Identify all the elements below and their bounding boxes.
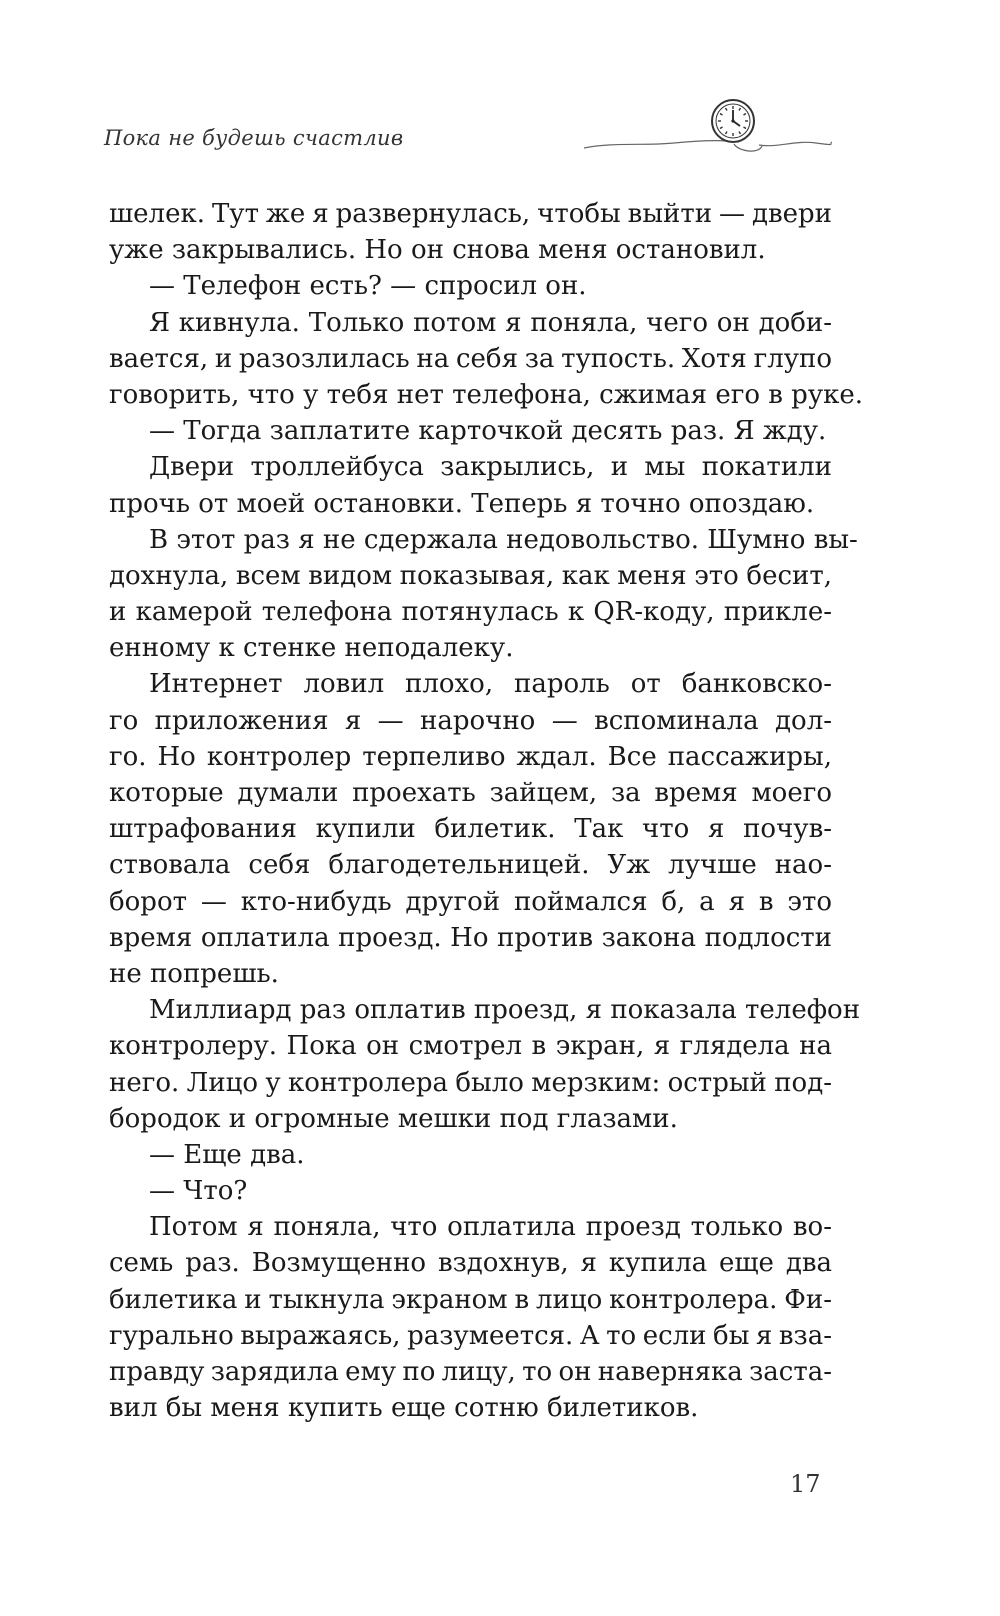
running-title: Пока не будешь счастлив bbox=[104, 126, 404, 150]
text-line: В этот раз я не сдержала недовольство. Шумно вы- bbox=[149, 524, 858, 555]
text-line: не попрешь. bbox=[109, 958, 279, 989]
chapter-body-text bbox=[109, 196, 864, 1426]
text-line: уже закрывались. Но он снова меня остановил. bbox=[109, 235, 766, 266]
text-line: — Телефон есть? — спросил он. bbox=[149, 271, 587, 302]
text-line: билетика и тыкнула экраном в лицо контролера. Фи- bbox=[109, 1284, 832, 1315]
text-line: правду зарядила ему по лицу, то он наверняка заста- bbox=[109, 1357, 832, 1387]
text-line: штрафования купили билетик. Так что я почув- bbox=[109, 814, 832, 845]
text-line: енному к стенке неподалеку. bbox=[109, 633, 514, 664]
text-line: борот — кто-нибудь другой поймался б, а я в это bbox=[109, 886, 832, 917]
text-line: — Тогда заплатите карточкой десять раз. Я жду. bbox=[149, 416, 827, 447]
text-line: Я кивнула. Только потом я поняла, чего он доби- bbox=[149, 307, 832, 338]
text-line: Двери троллейбуса закрылись, и мы покатили bbox=[149, 452, 832, 483]
text-line: контролеру. Пока он смотрел в экран, я глядела на bbox=[109, 1031, 832, 1062]
text-line: вил бы меня купить еще сотню билетиков. bbox=[109, 1393, 699, 1424]
text-line: семь раз. Возмущенно вздохнув, я купила еще два bbox=[109, 1248, 832, 1279]
text-line: Миллиард раз оплатив проезд, я показала телефон bbox=[149, 995, 861, 1026]
text-line: дохнула, всем видом показывая, как меня это бесит, bbox=[109, 560, 832, 591]
pocket-watch-icon bbox=[584, 96, 832, 160]
text-line: го. Но контролер терпеливо ждал. Все пассажиры, bbox=[109, 741, 832, 772]
text-line: го приложения я — нарочно — вспоминала дол- bbox=[109, 705, 832, 736]
text-line: ствовала себя благодетельницей. Уж лучше нао- bbox=[109, 850, 832, 881]
page-number: 17 bbox=[790, 1470, 821, 1498]
text-line: шелек. Тут же я развернулась, чтобы выйти — двери bbox=[109, 199, 832, 229]
text-line: Потом я поняла, что оплатила проезд только во- bbox=[149, 1212, 832, 1243]
text-line: прочь от моей остановки. Теперь я точно опоздаю. bbox=[109, 488, 815, 519]
text-line: Интернет ловил плохо, пароль от банковско- bbox=[149, 669, 832, 700]
text-line: вается, и разозлилась на себя за тупость. Хотя глупо bbox=[109, 343, 832, 374]
text-line: которые думали проехать зайцем, за время моего bbox=[109, 778, 832, 808]
text-line: и камерой телефона потянулась к QR-коду, прикле- bbox=[109, 597, 832, 628]
text-line: — Еще два. bbox=[149, 1139, 305, 1170]
text-line: говорить, что у тебя нет телефона, сжимая его в руке. bbox=[109, 379, 864, 410]
text-line: время оплатила проезд. Но против закона подлости bbox=[109, 922, 832, 953]
text-line: гурально выражаясь, разумеется. А то если бы я вза- bbox=[109, 1320, 832, 1351]
text-line: него. Лицо у контролера было мерзким: острый под- bbox=[109, 1067, 832, 1098]
text-line: — Что? bbox=[149, 1176, 248, 1207]
text-line: бородок и огромные мешки под глазами. bbox=[109, 1103, 678, 1134]
